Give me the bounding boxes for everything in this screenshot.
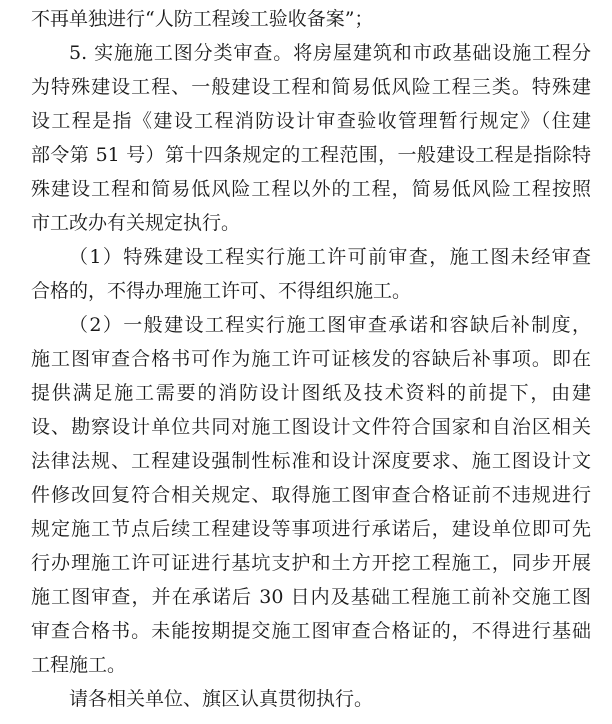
text-line: 行办理施工许可证进行基坑支护和土方开挖工程施工，同步开展 bbox=[31, 552, 591, 574]
text-line: 不再单独进行“人防工程竣工验收备案”； bbox=[31, 8, 374, 30]
text-line: 殊建设工程和简易低风险工程以外的工程，简易低风险工程按照 bbox=[31, 178, 591, 200]
text-line: 提供满足施工需要的消防设计图纸及技术资料的前提下，由建 bbox=[31, 382, 591, 404]
text-line: 施工图审查，并在承诺后 30 日内及基础工程施工前补交施工图 bbox=[31, 586, 591, 608]
text-line: 审查合格书。未能按期提交施工图审查合格证的，不得进行基础 bbox=[31, 620, 591, 642]
text-line: 法律法规、工程建设强制性标准和设计深度要求、施工图设计文 bbox=[31, 450, 591, 472]
text-line: 市工改办有关规定执行。 bbox=[31, 212, 241, 234]
text-line: （2）一般建设工程实行施工图审查承诺和容缺后补制度， bbox=[69, 314, 591, 336]
text-line: （1）特殊建设工程实行施工许可前审查，施工图未经审查 bbox=[69, 246, 591, 268]
text-line: 设、勘察设计单位共同对施工图设计文件符合国家和自治区相关 bbox=[31, 416, 591, 438]
text-line: 规定施工节点后续工程建设等事项进行承诺后，建设单位即可先 bbox=[31, 518, 591, 540]
text-line: 件修改回复符合相关规定、取得施工图审查合格证前不违规进行 bbox=[31, 484, 591, 506]
text-line: 请各相关单位、旗区认真贯彻执行。 bbox=[69, 688, 374, 710]
text-line: 工程施工。 bbox=[31, 654, 127, 676]
text-line: 设工程是指《建设工程消防设计审查验收管理暂行规定》（住建 bbox=[31, 110, 591, 132]
text-line: 5. 实施施工图分类审查。将房屋建筑和市政基础设施工程分 bbox=[69, 42, 591, 64]
text-line: 施工图审查合格书可作为施工许可证核发的容缺后补事项。即在 bbox=[31, 348, 591, 370]
text-line: 合格的，不得办理施工许可、不得组织施工。 bbox=[31, 280, 412, 302]
text-line: 部令第 51 号）第十四条规定的工程范围，一般建设工程是指除特 bbox=[31, 144, 591, 166]
text-line: 为特殊建设工程、一般建设工程和简易低风险工程三类。特殊建 bbox=[31, 76, 591, 98]
